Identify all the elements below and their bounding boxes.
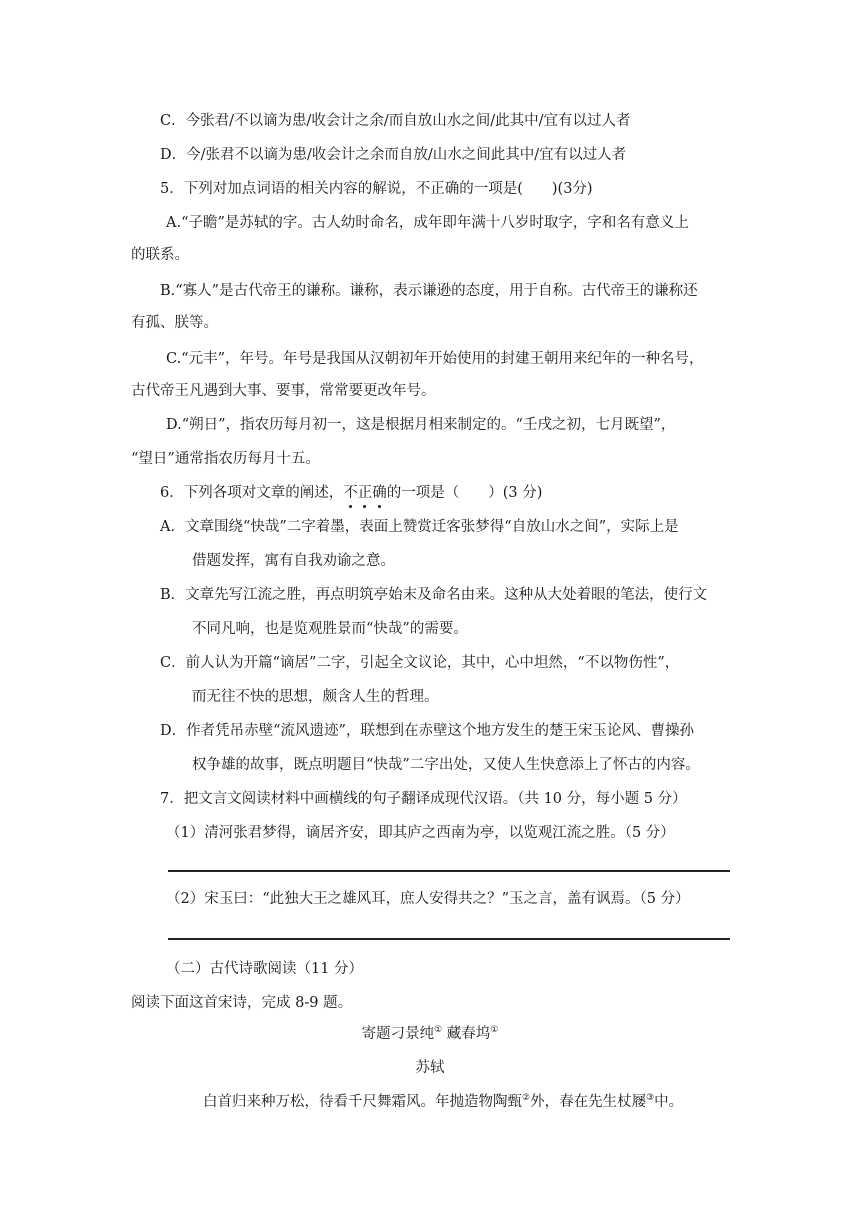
q4-option-d: D．今/张君不以谪为患/收会计之余而自放/山水之间此其中/宜有以过人者 [160,147,627,163]
poem-title-part1: 寄题刁景纯 [361,1026,435,1042]
emphasis-char-que: 确 [372,485,387,501]
q5-option-d-line1: D.“朔日”，指农历每月初一，这是根据月相来制定的。“壬戌之初，七月既望”， [166,417,676,433]
answer-line-1[interactable] [168,870,730,872]
q5-option-c-line2: 古代帝王凡遇到大事、要事，常常要更改年号。 [131,383,436,399]
q5-option-a-line2: 的联系。 [131,247,189,263]
section2-heading: （二）古代诗歌阅读（11 分） [166,961,364,977]
q6-stem-suffix: 的一项是（ ）(3 分) [386,485,543,501]
q7-sub2: （2）宋玉曰：“此独大王之雄风耳，庶人安得共之？”玉之言，盖有讽焉。（5 分） [166,891,690,907]
q5-option-b-line1: B.“寡人”是古代帝王的谦称。谦称，表示谦逊的态度，用于自称。古代帝王的谦称还 [160,283,698,299]
footnote-marker: ② [522,1093,531,1103]
poem-line-part1: 白首归来种万松，待看千尺舞霜风。年抛造物陶甄 [203,1094,522,1110]
footnote-marker: ③ [646,1093,655,1103]
footnote-marker: ① [434,1025,443,1035]
q5-option-b-line2: 有孤、朕等。 [131,315,218,331]
poem-title [0,1024,860,1044]
q6-option-d-line1: D．作者凭吊赤壁“流风遗迹”，联想到在赤壁这个地方发生的楚王宋玉论风、曹操孙 [160,723,694,739]
answer-line-2[interactable] [168,938,730,940]
q6-stem [160,483,542,503]
q5-option-a-line1: A.“子瞻”是苏轼的字。古人幼时命名，成年即年满十八岁时取字，字和名有意义上 [166,215,689,231]
poem-author: 苏轼 [415,1060,445,1076]
q6-option-b-line1: B．文章先写江流之胜，再点明筑亭始末及命名由来。这种从大处着眼的笔法，使行文 [160,587,708,603]
q7-sub1: （1）清河张君梦得，谪居齐安，即其庐之西南为亭，以览观江流之胜。（5 分） [166,825,675,841]
q6-option-c-line1: C．前人认为开篇“谪居”二字，引起全文议论，其中，心中坦然，“不以物伤性”， [160,655,680,671]
poem-line [203,1092,683,1112]
section2-intro: 阅读下面这首宋诗，完成 8-9 题。 [131,995,353,1011]
q6-option-b-line2: 不同凡响，也是览观胜景而“快哉”的需要。 [192,621,468,637]
q6-option-a-line1: A．文章围绕“快哉”二字着墨，表面上赞赏迁客张梦得“自放山水之间”，实际上是 [160,519,679,535]
q6-option-a-line2: 借题发挥，寓有自我劝谕之意。 [192,553,395,569]
q6-option-d-line2: 权争雄的故事，既点明题目“快哉”二字出处，又使人生快意添上了怀古的内容。 [192,757,700,773]
q6-option-c-line2: 而无往不快的思想，颇含人生的哲理。 [192,689,439,705]
q6-stem-prefix: 6．下列各项对文章的阐述， [160,485,344,501]
emphasis-char-bu: 不 [343,485,358,501]
footnote-marker: ① [490,1025,499,1035]
poem-line-part3: 中。 [654,1094,684,1110]
q4-option-c: C．今张君/不以谪为患/收会计之余/而自放山水之间/此其中/宜有以过人者 [160,113,631,129]
poem-line-part2: 外，春在先生杖屦 [530,1094,647,1110]
poem-title-part2: 藏春坞 [442,1026,491,1042]
q5-option-d-line2: “望日”通常指农历每月十五。 [131,451,320,467]
q5-stem: 5．下列对加点词语的相关内容的解说，不正确的一项是( )(3分) [160,181,593,197]
q5-option-c-line1: C.“元丰”，年号。年号是我国从汉朝初年开始使用的封建王朝用来纪年的一种名号， [166,351,704,367]
emphasis-char-zheng: 正 [357,485,373,501]
q7-stem: 7．把文言文阅读材料中画横线的句子翻译成现代汉语。（共 10 分，每小题 5 分） [160,791,687,807]
